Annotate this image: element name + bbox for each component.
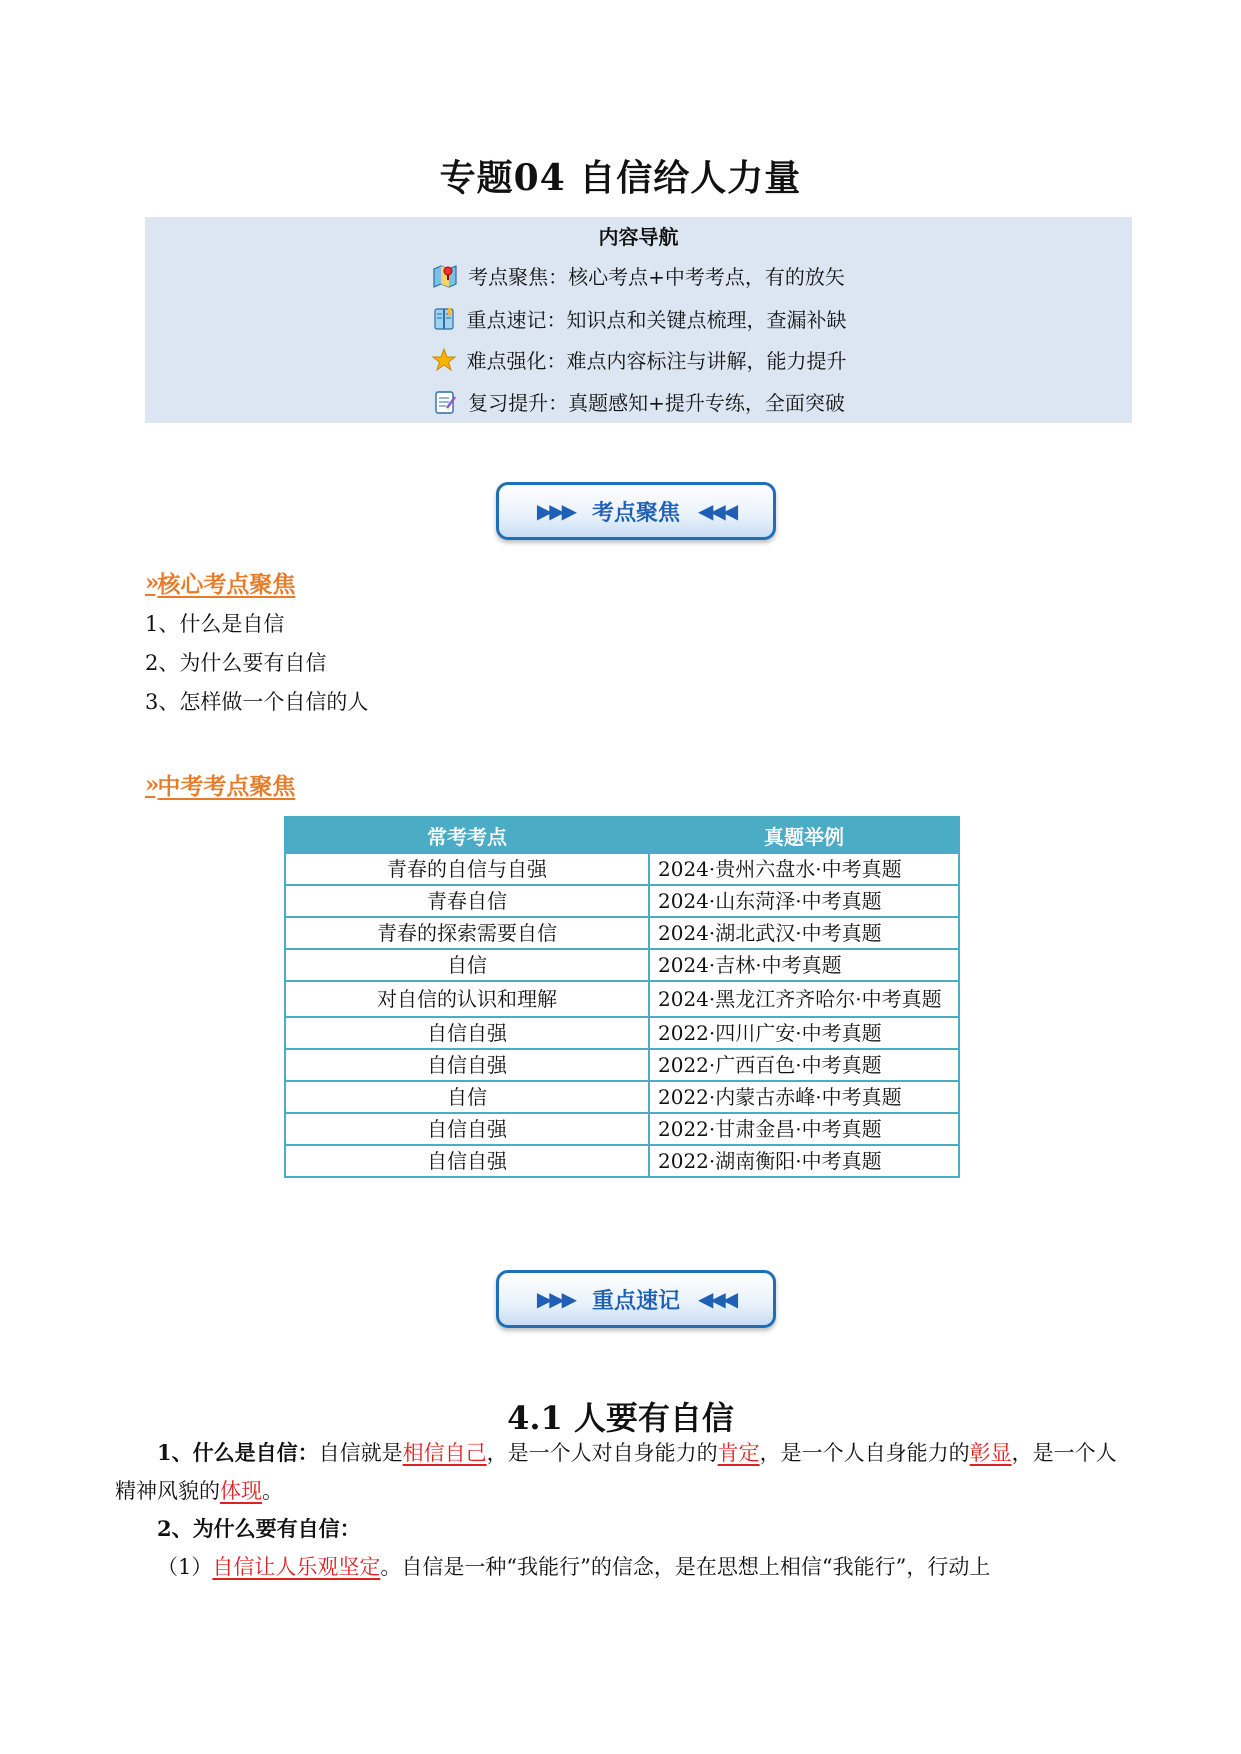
core-heading [145,566,295,599]
section-banner-focus [496,482,776,540]
table-row [285,1113,959,1145]
nav-item-difficulty [145,345,1132,374]
table-row [285,853,959,885]
text-run: 。 [262,1479,283,1503]
table-row [285,949,959,981]
table-cell: 自信 [285,949,649,981]
table-row [285,885,959,917]
table-cell: 2022·广西百色·中考真题 [649,1049,959,1081]
section-banner-label: 考点聚焦 [591,500,680,526]
text-run: ，是一个人自身能力的 [759,1441,970,1465]
triple-left-arrow-icon: ◀◀◀ [698,499,736,523]
nav-item-label: 难点强化：难点内容标注与讲解，能力提升 [466,349,847,373]
checklist-icon [432,389,458,415]
nav-item-focus [145,261,1132,290]
book-icon [431,306,457,332]
nav-heading: 内容导航 [598,225,679,249]
table-cell: 2024·贵州六盘水·中考真题 [649,853,959,885]
paragraph-why-confidence [115,1510,1130,1548]
table-header-row [285,817,959,853]
text-run: 。自信是一种“我能行”的信念，是在思想上相信“我能行”，行动上 [380,1555,991,1579]
double-chevron-icon: » [145,569,156,596]
table-cell: 2022·湖南衡阳·中考真题 [649,1145,959,1177]
section-banner-notes [496,1270,776,1328]
triple-left-arrow-icon: ◀◀◀ [698,1287,736,1311]
list-item: 1、什么是自信 [145,612,285,636]
table-cell: 自信自强 [285,1113,649,1145]
nav-item-review [145,387,1132,416]
triple-right-arrow-icon: ▶▶▶ [536,499,574,523]
key-term: 肯定 [717,1441,760,1465]
table-row [285,1049,959,1081]
table-cell: 青春自信 [285,885,649,917]
table-row [285,1081,959,1113]
table-cell: 2024·山东菏泽·中考真题 [649,885,959,917]
table-row [285,917,959,949]
list-item: 3、怎样做一个自信的人 [145,690,369,714]
nav-item-label: 重点速记：知识点和关键点梳理，查漏补缺 [466,308,847,332]
star-icon [431,347,457,373]
list-item: 2、为什么要有自信 [145,651,327,675]
text-run: ，是一个人对自身能力的 [486,1441,718,1465]
table-cell: 自信自强 [285,1017,649,1049]
paragraph-lead: 2、为什么要有自信： [157,1516,361,1541]
section-banner-label: 重点速记 [591,1288,680,1314]
table-cell: 对自信的认识和理解 [285,981,649,1017]
page-title: 专题04 自信给人力量 [439,157,802,199]
key-term: 彰显 [969,1441,1012,1465]
table-row [285,1017,959,1049]
table-cell: 青春的探索需要自信 [285,917,649,949]
double-chevron-icon: » [145,771,156,798]
column-header: 常考考点 [285,817,649,853]
table-cell: 2024·吉林·中考真题 [649,949,959,981]
column-header: 真题举例 [649,817,959,853]
key-term: 自信让人乐观坚定 [212,1555,381,1579]
text-run: 自信就是 [318,1441,403,1465]
content-navigation-box [145,217,1132,423]
table-cell: 自信 [285,1081,649,1113]
exam-heading [145,768,295,801]
core-heading-label: 核心考点聚焦 [157,571,296,598]
table-cell: 2024·湖北武汉·中考真题 [649,917,959,949]
table-cell: 2022·四川广安·中考真题 [649,1017,959,1049]
key-term: 体现 [220,1479,262,1503]
table-row [285,981,959,1017]
nav-item-label: 考点聚焦：核心考点+中考考点，有的放矢 [468,265,845,289]
table-cell: 2022·甘肃金昌·中考真题 [649,1113,959,1145]
table-cell: 青春的自信与自强 [285,853,649,885]
table-cell: 2024·黑龙江齐齐哈尔·中考真题 [649,981,959,1017]
item-number: （1） [157,1555,213,1579]
paragraph-what-is-confidence [115,1434,1130,1510]
map-icon [432,263,458,289]
table-cell: 2022·内蒙古赤峰·中考真题 [649,1081,959,1113]
section-heading: 4.1 人要有自信 [507,1399,734,1437]
exam-heading-label: 中考考点聚焦 [157,773,296,800]
paragraph-reason-1 [115,1548,1130,1586]
triple-right-arrow-icon: ▶▶▶ [536,1287,574,1311]
nav-item-label: 复习提升：真题感知+提升专练，全面突破 [468,391,845,415]
table-row [285,1145,959,1177]
table-cell: 自信自强 [285,1145,649,1177]
text-run: ，是一个人精神风貌的 [115,1441,1117,1503]
table-cell: 自信自强 [285,1049,649,1081]
key-term: 相信自己 [402,1441,487,1465]
nav-item-notes [145,304,1132,333]
exam-points-table [284,816,960,1178]
paragraph-lead: 1、什么是自信： [157,1440,319,1465]
